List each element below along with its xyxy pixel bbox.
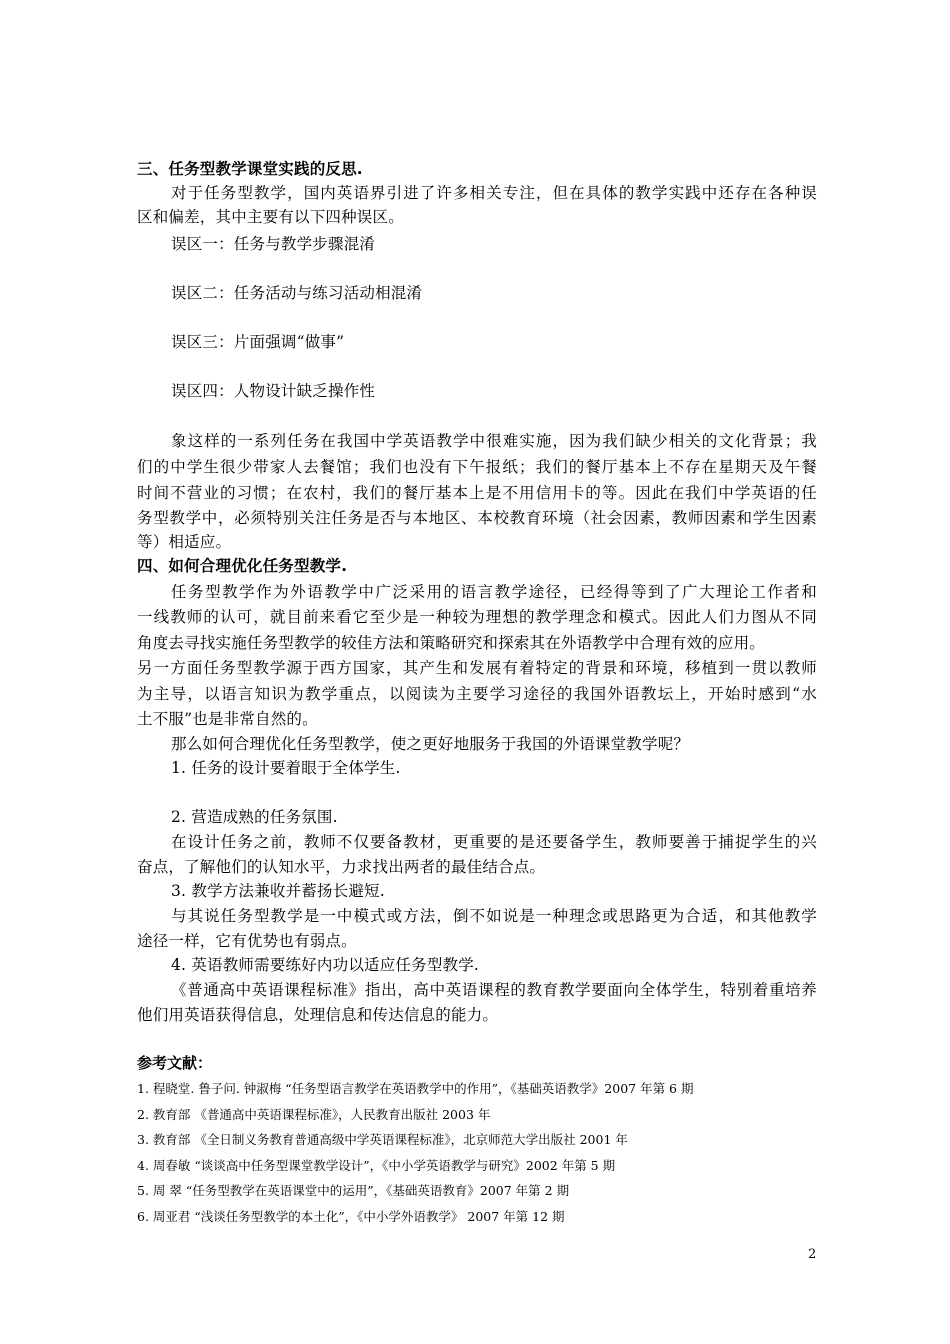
section-4-para-line-5: 为主导，以语言知识为教学重点，以阅读为主要学习途径的我国外语教坛上，开始时感到“水 (137, 685, 817, 703)
section-4-para-line-1: 任务型教学作为外语教学中广泛采用的语言教学途径，已经得等到了广大理论工作者和 (171, 583, 817, 601)
point-4-line-2: 他们用英语获得信息，处理信息和传达信息的能力。 (137, 1006, 499, 1024)
section-4-heading: 四、如何合理优化任务型教学. (137, 557, 348, 575)
misconception-3: 误区三：片面强调“做事” (171, 333, 345, 351)
point-2-line-2: 奋点，了解他们的认知水平，力求找出两者的最佳结合点。 (137, 858, 546, 876)
section-3-para-line-5: 等）相适应。 (137, 533, 232, 551)
section-3-para-line-4: 务型教学中，必须特别关注任务是否与本地区、本校教育环境（社会因素，教师因素和学生因素 (137, 509, 817, 527)
section-4-question: 那么如何合理优化任务型教学，使之更好地服务于我国的外语课堂教学呢？ (171, 735, 690, 753)
section-3-heading: 三、任务型教学课堂实践的反思. (137, 160, 363, 178)
section-3-intro-line-2: 区和偏差，其中主要有以下四种误区。 (137, 208, 404, 226)
point-2-line-1: 在设计任务之前，教师不仅要备教材，更重要的是还要备学生，教师要善于捕捉学生的兴 (171, 833, 817, 851)
point-4-line-1: 《普通高中英语课程标准》指出，高中英语课程的教育教学要面向全体学生，特别着重培养 (171, 981, 817, 999)
misconception-4: 误区四：人物设计缺乏操作性 (171, 382, 376, 400)
page-number: 2 (808, 1247, 817, 1262)
reference-item-3: 3. 教育部 《全日制义务教育普通高级中学英语课程标准》，北京师范大学出版社 2001 年 (137, 1132, 628, 1147)
reference-item-1: 1. 程晓堂. 鲁子问. 钟淑梅 “任务型语言教学在英语教学中的作用”，《基础英语教学》2007 年第 6 期 (137, 1081, 694, 1096)
misconception-1: 误区一：任务与教学步骤混淆 (171, 235, 376, 253)
point-4: 4. 英语教师需要练好内功以适应任务型教学. (171, 956, 480, 974)
section-3-para-line-1: 象这样的一系列任务在我国中学英语教学中很难实施，因为我们缺少相关的文化背景；我 (171, 432, 817, 450)
section-3-intro-line-1: 对于任务型教学，国内英语界引进了许多相关专注，但在具体的教学实践中还存在各种误 (171, 184, 817, 202)
point-1: 1. 任务的设计要着眼于全体学生. (171, 759, 401, 777)
point-3-line-2: 途径一样，它有优势也有弱点。 (137, 932, 357, 950)
section-4-para-line-2: 一线教师的认可，就目前来看它至少是一种较为理想的教学理念和模式。因此人们力图从不同 (137, 608, 817, 626)
section-4-para-line-3: 角度去寻找实施任务型教学的较佳方法和策略研究和探索其在外语教学中合理有效的应用。 (137, 634, 766, 652)
reference-item-6: 6. 周亚君 “浅谈任务型教学的本土化”，《中小学外语教学》 2007 年第 12 期 (137, 1209, 565, 1224)
reference-item-2: 2. 教育部 《普通高中英语课程标准》，人民教育出版社 2003 年 (137, 1107, 491, 1122)
point-3: 3. 教学方法兼收并蓄扬长避短. (171, 882, 385, 900)
section-3-para-line-3: 时间不营业的习惯；在农村，我们的餐厅基本上是不用信用卡的等。因此在我们中学英语的任 (137, 484, 817, 502)
point-3-line-1: 与其说任务型教学是一中模式或方法，倒不如说是一种理念或思路更为合适，和其他教学 (171, 907, 817, 925)
misconception-2: 误区二：任务活动与练习活动相混淆 (171, 284, 423, 302)
section-4-para-line-6: 土不服”也是非常自然的。 (137, 710, 318, 728)
section-4-para-line-4: 另一方面任务型教学源于西方国家，其产生和发展有着特定的背景和环境，移植到一贯以教师 (137, 659, 817, 677)
section-3-para-line-2: 们的中学生很少带家人去餐馆；我们也没有下午报纸；我们的餐厅基本上不存在星期天及午餐 (137, 458, 817, 476)
references-heading: 参考文献： (137, 1054, 213, 1072)
point-2: 2. 营造成熟的任务氛围. (171, 808, 338, 826)
reference-item-4: 4. 周春敏 “谈谈高中任务型课堂教学设计”，《中小学英语教学与研究》2002 年第 5 期 (137, 1158, 616, 1173)
reference-item-5: 5. 周 翠 “任务型教学在英语课堂中的运用”，《基础英语教育》2007 年第 2 期 (137, 1183, 570, 1198)
